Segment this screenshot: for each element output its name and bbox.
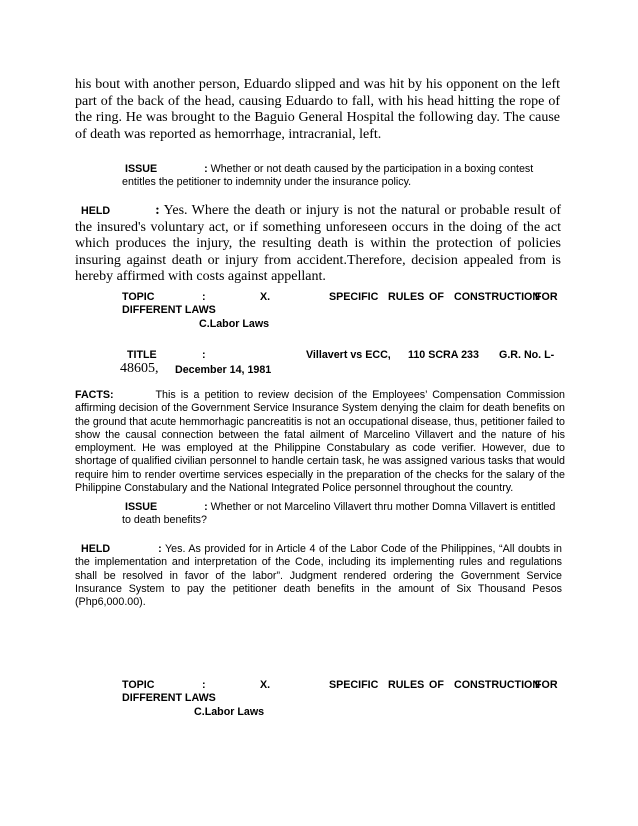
facts-section	[75, 389, 565, 495]
title-gr: G.R. No. L-	[499, 349, 555, 361]
topic-subheading: C.Labor Laws	[199, 318, 270, 330]
topic-heading	[122, 291, 564, 331]
title-label: TITLE	[127, 349, 157, 361]
topic-word: RULES	[388, 679, 425, 691]
held-text: Yes. As provided for in Article 4 of the Labor Code of the Philippines, “All doubts in the implementation and interpretation of the Code, including its implementing rules and regulations shall be resolved in favor of the labor”. Judgment rendered ordering the Government Service Insurance System to pay the petitioner death benefits in the amount of Six Thousand Pesos (Php6,000.00).	[75, 543, 562, 609]
title-colon: :	[202, 349, 206, 361]
held-section	[75, 203, 561, 286]
issue-section	[122, 163, 564, 190]
title-number: 48605,	[120, 361, 159, 376]
issue-colon: :	[204, 163, 208, 175]
topic-word: OF	[429, 291, 444, 303]
topic-colon: :	[202, 291, 206, 303]
held-colon: :	[158, 543, 162, 555]
topic-word: FOR	[535, 679, 558, 691]
case-title	[122, 349, 564, 381]
held-colon: :	[155, 203, 160, 218]
held-section	[75, 543, 562, 609]
issue-section	[122, 501, 564, 528]
topic-colon: :	[202, 679, 206, 691]
issue-label: ISSUE	[125, 163, 158, 175]
title-date: December 14, 1981	[175, 364, 272, 376]
title-case-name: Villavert vs ECC,	[306, 349, 391, 361]
topic-number: X.	[260, 679, 271, 691]
facts-label: FACTS:	[75, 389, 114, 401]
topic-word: SPECIFIC	[329, 679, 379, 691]
held-text: Yes. Where the death or injury is not the natural or probable result of the insured's voluntary act, or if something unforeseen occurs in the doing of the act which produces the injury, the resulting death is within the protection of policies insuring against death or injury from accident.Therefore, decision appealed from is hereby affirmed with costs against appellant.	[75, 203, 561, 284]
topic-word: OF	[429, 679, 444, 691]
topic-word: RULES	[388, 291, 425, 303]
topic-number: X.	[260, 291, 271, 303]
case-narrative: his bout with another person, Eduardo slipped and was hit by his opponent on the left part of the back of the head, causing Eduardo to fall, with his head hitting the rope of the ring. He was brought to the Baguio General Hospital the following day. The cause of death was reported as hemorrhage, intracranial, left.	[75, 77, 560, 142]
topic-label: TOPIC	[122, 291, 155, 303]
facts-text: This is a petition to review decision of the Employees’ Compensation Commission affirming decision of the Government Service Insurance System denying the claim for death benefits on the ground that acute hemmorhagic pancreatitis is not an occupational disease, thus, petitioner failed to show the causal connection between the fatal ailment of Marcelino Villavert and the nature of his employment. He was employed at the Philippine Constabulary as code verifier. However, due to shortage of qualified civilian personnel to handle certain task, he was assigned various tasks that would require him to render overtime services especially in the preparation of the checks for the salary of the Philippine Constabulary and the National Integrated Police personnel throughout the country.	[75, 389, 565, 495]
topic-word: CONSTRUCTION	[454, 291, 541, 303]
topic-word: SPECIFIC	[329, 291, 379, 303]
title-scra: 110 SCRA 233	[408, 349, 479, 361]
topic-line2: DIFFERENT LAWS	[122, 692, 216, 704]
topic-line2: DIFFERENT LAWS	[122, 304, 216, 316]
issue-text: Whether or not Marcelino Villavert thru mother Domna Villavert is entitled to death benefits?	[122, 501, 556, 527]
issue-colon: :	[204, 501, 208, 513]
topic-label: TOPIC	[122, 679, 155, 691]
topic-heading	[122, 679, 564, 719]
topic-word: FOR	[535, 291, 558, 303]
topic-subheading: C.Labor Laws	[194, 706, 265, 718]
issue-text: Whether or not death caused by the participation in a boxing contest entitles the petitioner to indemnity under the insurance policy.	[122, 163, 534, 189]
held-label: HELD	[81, 205, 111, 217]
topic-word: CONSTRUCTION	[454, 679, 541, 691]
held-label: HELD	[81, 543, 111, 555]
issue-label: ISSUE	[125, 501, 158, 513]
